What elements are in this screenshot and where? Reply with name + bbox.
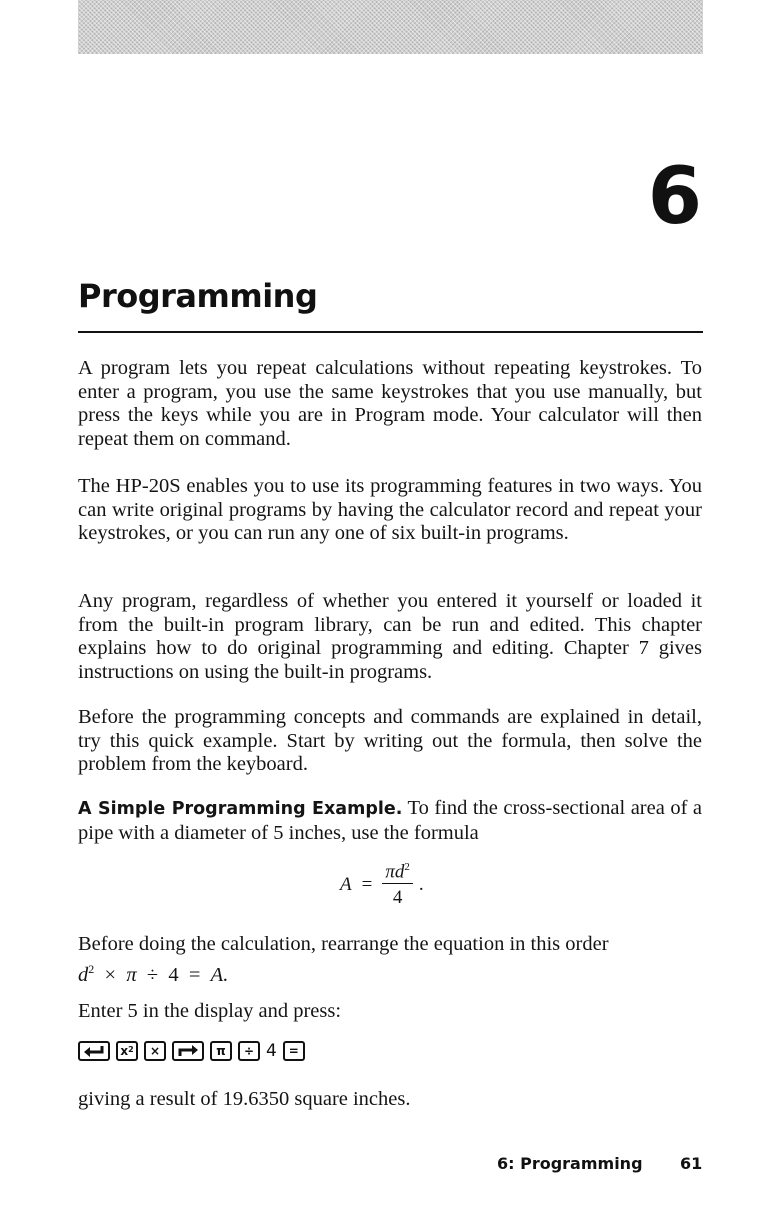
right-shift-icon (176, 1044, 200, 1058)
multiply-key: × (144, 1041, 166, 1061)
page-number: 61 (680, 1154, 703, 1173)
left-shift-key (78, 1041, 110, 1061)
order-d-exp: 2 (88, 962, 95, 976)
left-shift-icon (82, 1044, 106, 1058)
key-sequence (78, 1039, 311, 1063)
example-text: To find the cross-sectional area of a pipe with a diameter of 5 inches, use the formula (78, 797, 702, 844)
enter-paragraph: Enter 5 in the display and press: (78, 1000, 342, 1022)
pi-key: π (210, 1041, 232, 1061)
result-paragraph: giving a result of 19.6350 square inches. (78, 1088, 411, 1110)
order-pi: π (126, 963, 137, 986)
intro-paragraph: A program lets you repeat calculations without repeating keystrokes. To enter a program, you use the same keystrokes that you use manually, but press the keys while you are in Program mode. Your calculator will then repeat them on command. (78, 357, 702, 451)
order-equals: = (188, 963, 201, 986)
x-squared-key: x 2 (116, 1041, 138, 1061)
title-rule (78, 331, 703, 333)
divide-key: ÷ (238, 1041, 260, 1061)
example-paragraph (78, 797, 702, 845)
formula-exponent: 2 (404, 861, 410, 873)
formula-denominator: 4 (392, 887, 403, 909)
formula-numerator: $\pi d^2$ (385, 861, 410, 883)
formula-equals: = (361, 874, 373, 896)
footer-chapter-title: 6: Programming (497, 1154, 643, 1173)
digit-4: 4 (266, 1041, 277, 1061)
formula-fraction (382, 862, 413, 907)
formula-lhs: A (340, 874, 352, 896)
right-shift-key (172, 1041, 204, 1061)
order-result-var: A. (210, 963, 229, 986)
order-times: × (104, 963, 117, 986)
editing-paragraph: Any program, regardless of whether you entered it yourself or loaded it from the built-in program library, can be run and edited. This chapter explains how to do original programming and editing. Chapter 7 gives instructions on using the built-in programs. (78, 590, 702, 684)
chapter-number: 6 (647, 152, 702, 242)
keystroke-order (78, 957, 228, 987)
quick-example-paragraph: Before the programming concepts and commands are explained in detail, try this quick example. Start by writing out the formula, then solve the problem from the keyboard. (78, 706, 702, 776)
example-heading: A Simple Programming Example. (78, 799, 403, 819)
order-divide: ÷ (146, 963, 159, 986)
ways-paragraph: The HP-20S enables you to use its programming features in two ways. You can write original programs by having the calculator record and repeat your keystrokes, or you can run any one of six built-in programs. (78, 475, 702, 545)
header-band (78, 0, 703, 54)
order-d: d (78, 963, 89, 986)
chapter-title: Programming (78, 277, 318, 315)
rearrange-paragraph: Before doing the calculation, rearrange the equation in this order (78, 933, 609, 955)
formula-period: . (418, 874, 424, 896)
order-four: 4 (168, 963, 179, 986)
equals-key: = (283, 1041, 305, 1061)
area-formula (340, 862, 424, 907)
